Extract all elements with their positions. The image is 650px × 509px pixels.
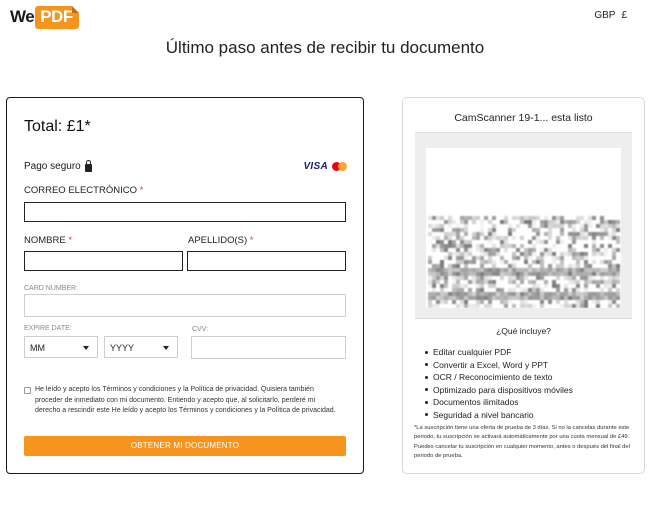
bullet-icon <box>425 401 428 404</box>
order-total: Total: £1* <box>24 118 91 135</box>
visa-logo: VISA <box>303 161 328 172</box>
card-number-label: CARD NUMBER: <box>24 285 79 292</box>
bullet-icon <box>425 351 428 354</box>
feature-item: Convertir a Excel, Word y PPT <box>425 359 573 372</box>
payment-card <box>6 97 364 474</box>
email-label: CORREO ELECTRÓNICO * <box>24 185 144 196</box>
chevron-down-icon <box>163 346 169 350</box>
cvv-label: CVV: <box>192 326 209 333</box>
feature-item: Documentos ilimitados <box>425 396 573 409</box>
expire-year-value: YYYY <box>110 343 135 353</box>
consent-row <box>24 385 342 417</box>
expire-month-value: MM <box>30 343 45 353</box>
consent-checkbox[interactable] <box>24 387 31 394</box>
document-title: CamScanner 19-1... esta listo <box>454 112 593 124</box>
first-name-field[interactable] <box>24 251 183 271</box>
bullet-icon <box>425 363 428 366</box>
last-name-label: APELLIDO(S) * <box>188 235 254 246</box>
feature-item: Optimizado para dispositivos móviles <box>425 384 573 397</box>
first-name-label: NOMBRE * <box>24 235 73 246</box>
expire-year-select[interactable] <box>104 336 178 358</box>
mastercard-logo <box>332 162 347 171</box>
feature-item: OCR / Reconocimiento de texto <box>425 371 573 384</box>
cvv-field[interactable] <box>191 336 346 359</box>
email-field[interactable] <box>24 202 346 222</box>
card-brands <box>303 161 347 172</box>
chevron-down-icon <box>83 346 89 350</box>
document-preview-area <box>415 132 632 319</box>
card-number-field[interactable] <box>24 294 346 317</box>
document-preview-thumbnail <box>426 148 621 308</box>
secure-payment-text: Pago seguro <box>24 161 81 172</box>
currency-selector[interactable] <box>594 10 627 21</box>
currency-code: GBP <box>594 10 616 21</box>
last-name-field[interactable] <box>187 251 346 271</box>
blurred-document-image <box>426 148 621 308</box>
expire-date-label: EXPIRE DATE: <box>24 325 72 332</box>
feature-item: Seguridad a nivel bancario <box>425 409 573 422</box>
consent-text: He leído y acepto los Términos y condiciones y la Política de privacidad. Quisiera también proceder de inmediato con mi documento. Entiendo y acepto que, al solicitarlo, perderé mi derecho a rescindir este He leído y acepto los Términos y condiciones y la Política de privacidad. <box>35 386 336 414</box>
trial-fine-print: *La suscripción tiene una oferta de prueba de 3 días. Si no la cancelas durante este periodo, tu suscripción se activará automáticamente por una cuota mensual de £49. Puedes cancelar tu suscripción en cualquier momento, antes o después del final del periodo de prueba. <box>414 425 630 459</box>
bullet-icon <box>425 388 428 391</box>
feature-list <box>425 346 573 421</box>
currency-symbol: £ <box>621 10 627 21</box>
includes-title: ¿Qué incluye? <box>496 326 551 336</box>
page-title: Último paso antes de recibir tu documento <box>165 38 485 57</box>
feature-item: Editar cualquier PDF <box>425 346 573 359</box>
bullet-icon <box>425 413 428 416</box>
order-summary-card <box>402 97 645 474</box>
lock-icon <box>85 164 92 172</box>
secure-payment-label <box>24 161 92 172</box>
logo-text-we: We <box>10 7 35 26</box>
expire-month-select[interactable] <box>24 336 98 358</box>
logo-text-pdf: PDF <box>35 6 79 29</box>
get-document-button[interactable]: OBTENER MI DOCUMENTO <box>24 436 346 456</box>
bullet-icon <box>425 376 428 379</box>
wepdf-logo[interactable] <box>10 4 79 30</box>
